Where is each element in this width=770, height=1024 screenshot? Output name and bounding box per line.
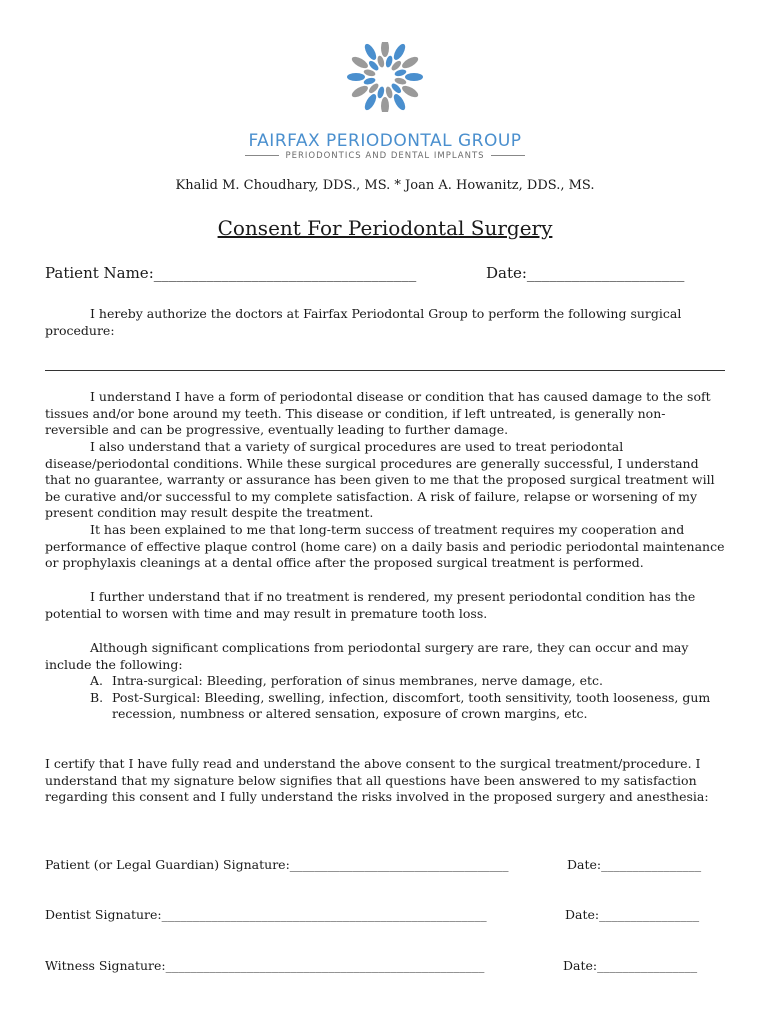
logo-petal xyxy=(394,68,407,77)
logo-petal xyxy=(381,42,389,57)
logo-petal xyxy=(394,77,407,86)
paragraph-2: I also understand that a variety of surgical procedures are used to treat periodontal disease/periodontal conditions. While these surgical procedures are generally successful, I understand that no guarantee, warranty or assurance has been given to me that the proposed surgical treatment will be curative and/or successful to my complete satisfaction. A risk of failure, relapse or worsening of my present condition may result despite the treatment. xyxy=(45,439,715,521)
list-marker: A. xyxy=(90,673,104,688)
logo-petal xyxy=(350,55,370,71)
patient-signature-field[interactable]: Patient (or Legal Guardian) Signature:___________________________________ xyxy=(45,857,509,872)
list-marker: B. xyxy=(90,689,104,705)
paragraph-3: It has been explained to me that long-term success of treatment requires my cooperation and performance of effective plaque control (home care) on a daily basis and periodic periodontal maintenance or prophylaxis cleanings at a dental office after the proposed surgical treatment is performed. xyxy=(45,522,725,571)
paragraph-4: I further understand that if no treatment is rendered, my present periodontal condition has the potential to worsen with time and may result in premature tooth loss. xyxy=(45,589,696,621)
logo-petal xyxy=(376,55,385,68)
logo-petal xyxy=(363,92,379,112)
page-title: Consent For Periodontal Surgery xyxy=(217,216,553,240)
procedure-line[interactable] xyxy=(45,370,725,371)
logo-petal xyxy=(400,84,420,100)
dentist-signature-field[interactable]: Dentist Signature:____________________________________________________ xyxy=(45,907,487,922)
complications-intro: Although significant complications from periodontal surgery are rare, they can occur and may include the following: xyxy=(45,640,689,672)
list-item-text: Post-Surgical: Bleeding, swelling, infection, discomfort, tooth sensitivity, tooth looseness, gum recession, numbness or altered sensation, exposure of crown margins, etc. xyxy=(112,689,711,722)
dentist-date-field[interactable]: Date:________________ xyxy=(565,907,700,922)
logo-petal xyxy=(392,92,408,112)
witness-signature-field[interactable]: Witness Signature:___________________________________________________ xyxy=(45,958,485,973)
patient-name-field[interactable]: Patient Name:___________________________________ xyxy=(45,264,417,282)
brand-tagline-text: PERIODONTICS AND DENTAL IMPLANTS xyxy=(285,151,485,161)
logo-petal xyxy=(392,42,408,62)
logo-petal xyxy=(400,55,420,71)
date-field[interactable]: Date:_____________________ xyxy=(486,264,685,282)
complications-list xyxy=(90,673,720,723)
logo-petal xyxy=(385,55,394,68)
list-item xyxy=(90,690,720,723)
logo-petal xyxy=(381,97,389,112)
logo-petal xyxy=(363,42,379,62)
doctors-line: Khalid M. Choudhary, DDS., MS. * Joan A. Howanitz, DDS., MS. xyxy=(175,178,595,193)
logo-petal xyxy=(363,68,376,77)
starburst-logo-icon xyxy=(330,42,440,112)
logo-petal xyxy=(385,86,394,99)
authorize-text: I hereby authorize the doctors at Fairfax Periodontal Group to perform the following surgical procedure: xyxy=(45,306,682,338)
logo-petal xyxy=(376,86,385,99)
paragraph-1: I understand I have a form of periodontal disease or condition that has caused damage to the soft tissues and/or bone around my teeth. This disease or condition, if left untreated, is generally non-reversible and can be progressive, eventually leading to further damage. xyxy=(45,389,711,438)
brand-tagline xyxy=(0,151,770,161)
logo-petal xyxy=(363,77,376,86)
brand-name: FAIRFAX PERIODONTAL GROUP xyxy=(248,131,522,151)
witness-date-field[interactable]: Date:________________ xyxy=(563,958,698,973)
patient-date-field[interactable]: Date:________________ xyxy=(567,857,702,872)
list-item xyxy=(90,673,720,690)
logo-petal xyxy=(405,73,423,81)
logo-petal xyxy=(350,84,370,100)
certify-text: I certify that I have fully read and understand the above consent to the surgical treatment/procedure. I understand that my signature below signifies that all questions have been answered to my satisfaction regarding this consent and I fully understand the risks involved in the proposed surgery and anesthesia: xyxy=(45,756,709,805)
logo-petal xyxy=(347,73,365,81)
list-item-text: Intra-surgical: Bleeding, perforation of sinus membranes, nerve damage, etc. xyxy=(112,673,603,688)
